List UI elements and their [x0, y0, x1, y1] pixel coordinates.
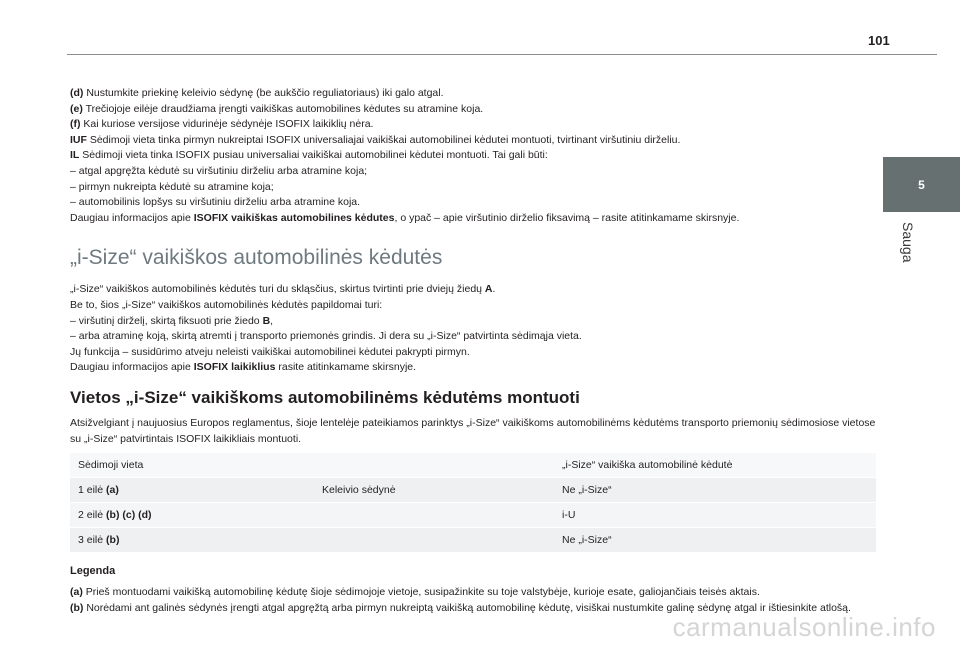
intro-list-item: – automobilinis lopšys su viršutiniu dirželiu arba atramine koja. — [70, 196, 361, 209]
intro-line-iuf: IUF Sėdimoji vieta tinka pirmyn nukreiptai ISOFIX universaliajai vaikiškai automobilinei kėdutei montuoti, tvirtinant viršutiniu dirželiu. — [70, 133, 681, 146]
chapter-title: Sauga — [900, 222, 916, 263]
table-header-cell: „i-Size“ vaikiška automobilinė kėdutė — [554, 453, 876, 478]
table-row — [70, 478, 876, 503]
legend-item-b: (b) Norėdami ant galinės sėdynės įrengti atgal apgręžtą arba pirmyn nukreiptą vaikišką automobilinę kėdutę, visiškai nustumkite galinę sėdynę atgal ir ištiesinkite atlošą. — [70, 601, 851, 614]
intro-line-e: (e) Trečiojoje eilėje draudžiama įrengti vaikiškas automobilines kėdutes su atramine koja. — [70, 102, 484, 115]
chapter-tab — [883, 157, 960, 212]
isize-line: – arba atraminę koją, skirtą atremti į transporto priemonės grindis. Ji dera su „i-Size“ patvirtinta sėdimąja vieta. — [70, 330, 582, 343]
positions-text: Atsižvelgiant į naujuosius Europos reglamentus, šioje lentelėje pateikiamos parinktys „i-Size“ vaikiškoms automobilinėms kėdutėms transporto priemonių sėdimosiose vietose su „i-Size“ patvirtintais ISOFIX laikikliais montuoti. — [70, 416, 876, 445]
legend-title: Legenda — [70, 565, 116, 578]
watermark: carmanualsonline.info — [672, 612, 936, 642]
header-divider — [67, 54, 937, 55]
intro-line-il: IL Sėdimoji vieta tinka ISOFIX pusiau universaliai vaikiškai automobilinei kėdutei montuoti. Tai gali būti: — [70, 149, 548, 162]
isize-line: – viršutinį dirželį, skirtą fiksuoti prie žiedo B, — [70, 314, 274, 327]
table-cell: Ne „i-Size“ — [554, 478, 876, 503]
isize-line: Jų funkcija – susidūrimo atveju neleisti vaikiškai automobilinei kėdutei pakrypti pirmyn. — [70, 345, 470, 358]
intro-more-info: Daugiau informacijos apie ISOFIX vaikiškas automobilines kėdutes, o ypač – apie viršutinio dirželio fiksavimą – rasite atitinkamame skirsnyje. — [70, 211, 740, 224]
isize-line: „i-Size“ vaikiškos automobilinės kėdutės turi du skląsčius, skirtus tvirtinti prie dviejų žiedų A. — [70, 283, 496, 296]
intro-list-item: – pirmyn nukreipta kėdutė su atramine koja; — [70, 180, 274, 193]
seat-table — [70, 453, 876, 553]
table-cell: Ne „i-Size“ — [554, 528, 876, 553]
isize-line: Be to, šios „i-Size“ vaikiškos automobilinės kėdutės papildomai turi: — [70, 298, 383, 311]
table-row — [70, 503, 876, 528]
intro-line-f: (f) Kai kuriose versijose vidurinėje sėdynėje ISOFIX laikiklių nėra. — [70, 118, 374, 131]
table-header-row — [70, 453, 876, 478]
intro-line-d: (d) Nustumkite priekinę keleivio sėdynę (be aukščio reguliatoriaus) iki galo atgal. — [70, 87, 444, 99]
intro-list-item: – atgal apgręžta kėdutė su viršutiniu dirželiu arba atramine koja; — [70, 164, 368, 177]
table-cell: i-U — [554, 503, 876, 528]
table-cell: 3 eilė (b) — [70, 528, 554, 553]
isize-more-info: Daugiau informacijos apie ISOFIX laikiklius rasite atitinkamame skirsnyje. — [70, 361, 417, 374]
positions-heading: Vietos „i-Size“ vaikiškoms automobilinėms kėdutėms montuoti — [70, 387, 580, 407]
page-content — [70, 86, 880, 616]
chapter-title-vertical — [872, 222, 932, 266]
chapter-number: 5 — [918, 177, 925, 192]
table-row — [70, 528, 876, 553]
legend-item-a: (a) Prieš montuodami vaikišką automobilinę kėdutę šioje sėdimojoje vietoje, susipažinkite su toje valstybėje, kurioje esate, galiojančiais teisės aktais. — [70, 586, 760, 599]
table-cell: 1 eilė (a) — [70, 478, 314, 503]
table-cell: Keleivio sėdynė — [314, 478, 554, 503]
table-header-cell: Sėdimoji vieta — [70, 453, 554, 478]
isize-heading: „i-Size“ vaikiškos automobilinės kėdutės — [70, 246, 443, 270]
page-number: 101 — [868, 33, 890, 48]
table-cell: 2 eilė (b) (c) (d) — [70, 503, 554, 528]
